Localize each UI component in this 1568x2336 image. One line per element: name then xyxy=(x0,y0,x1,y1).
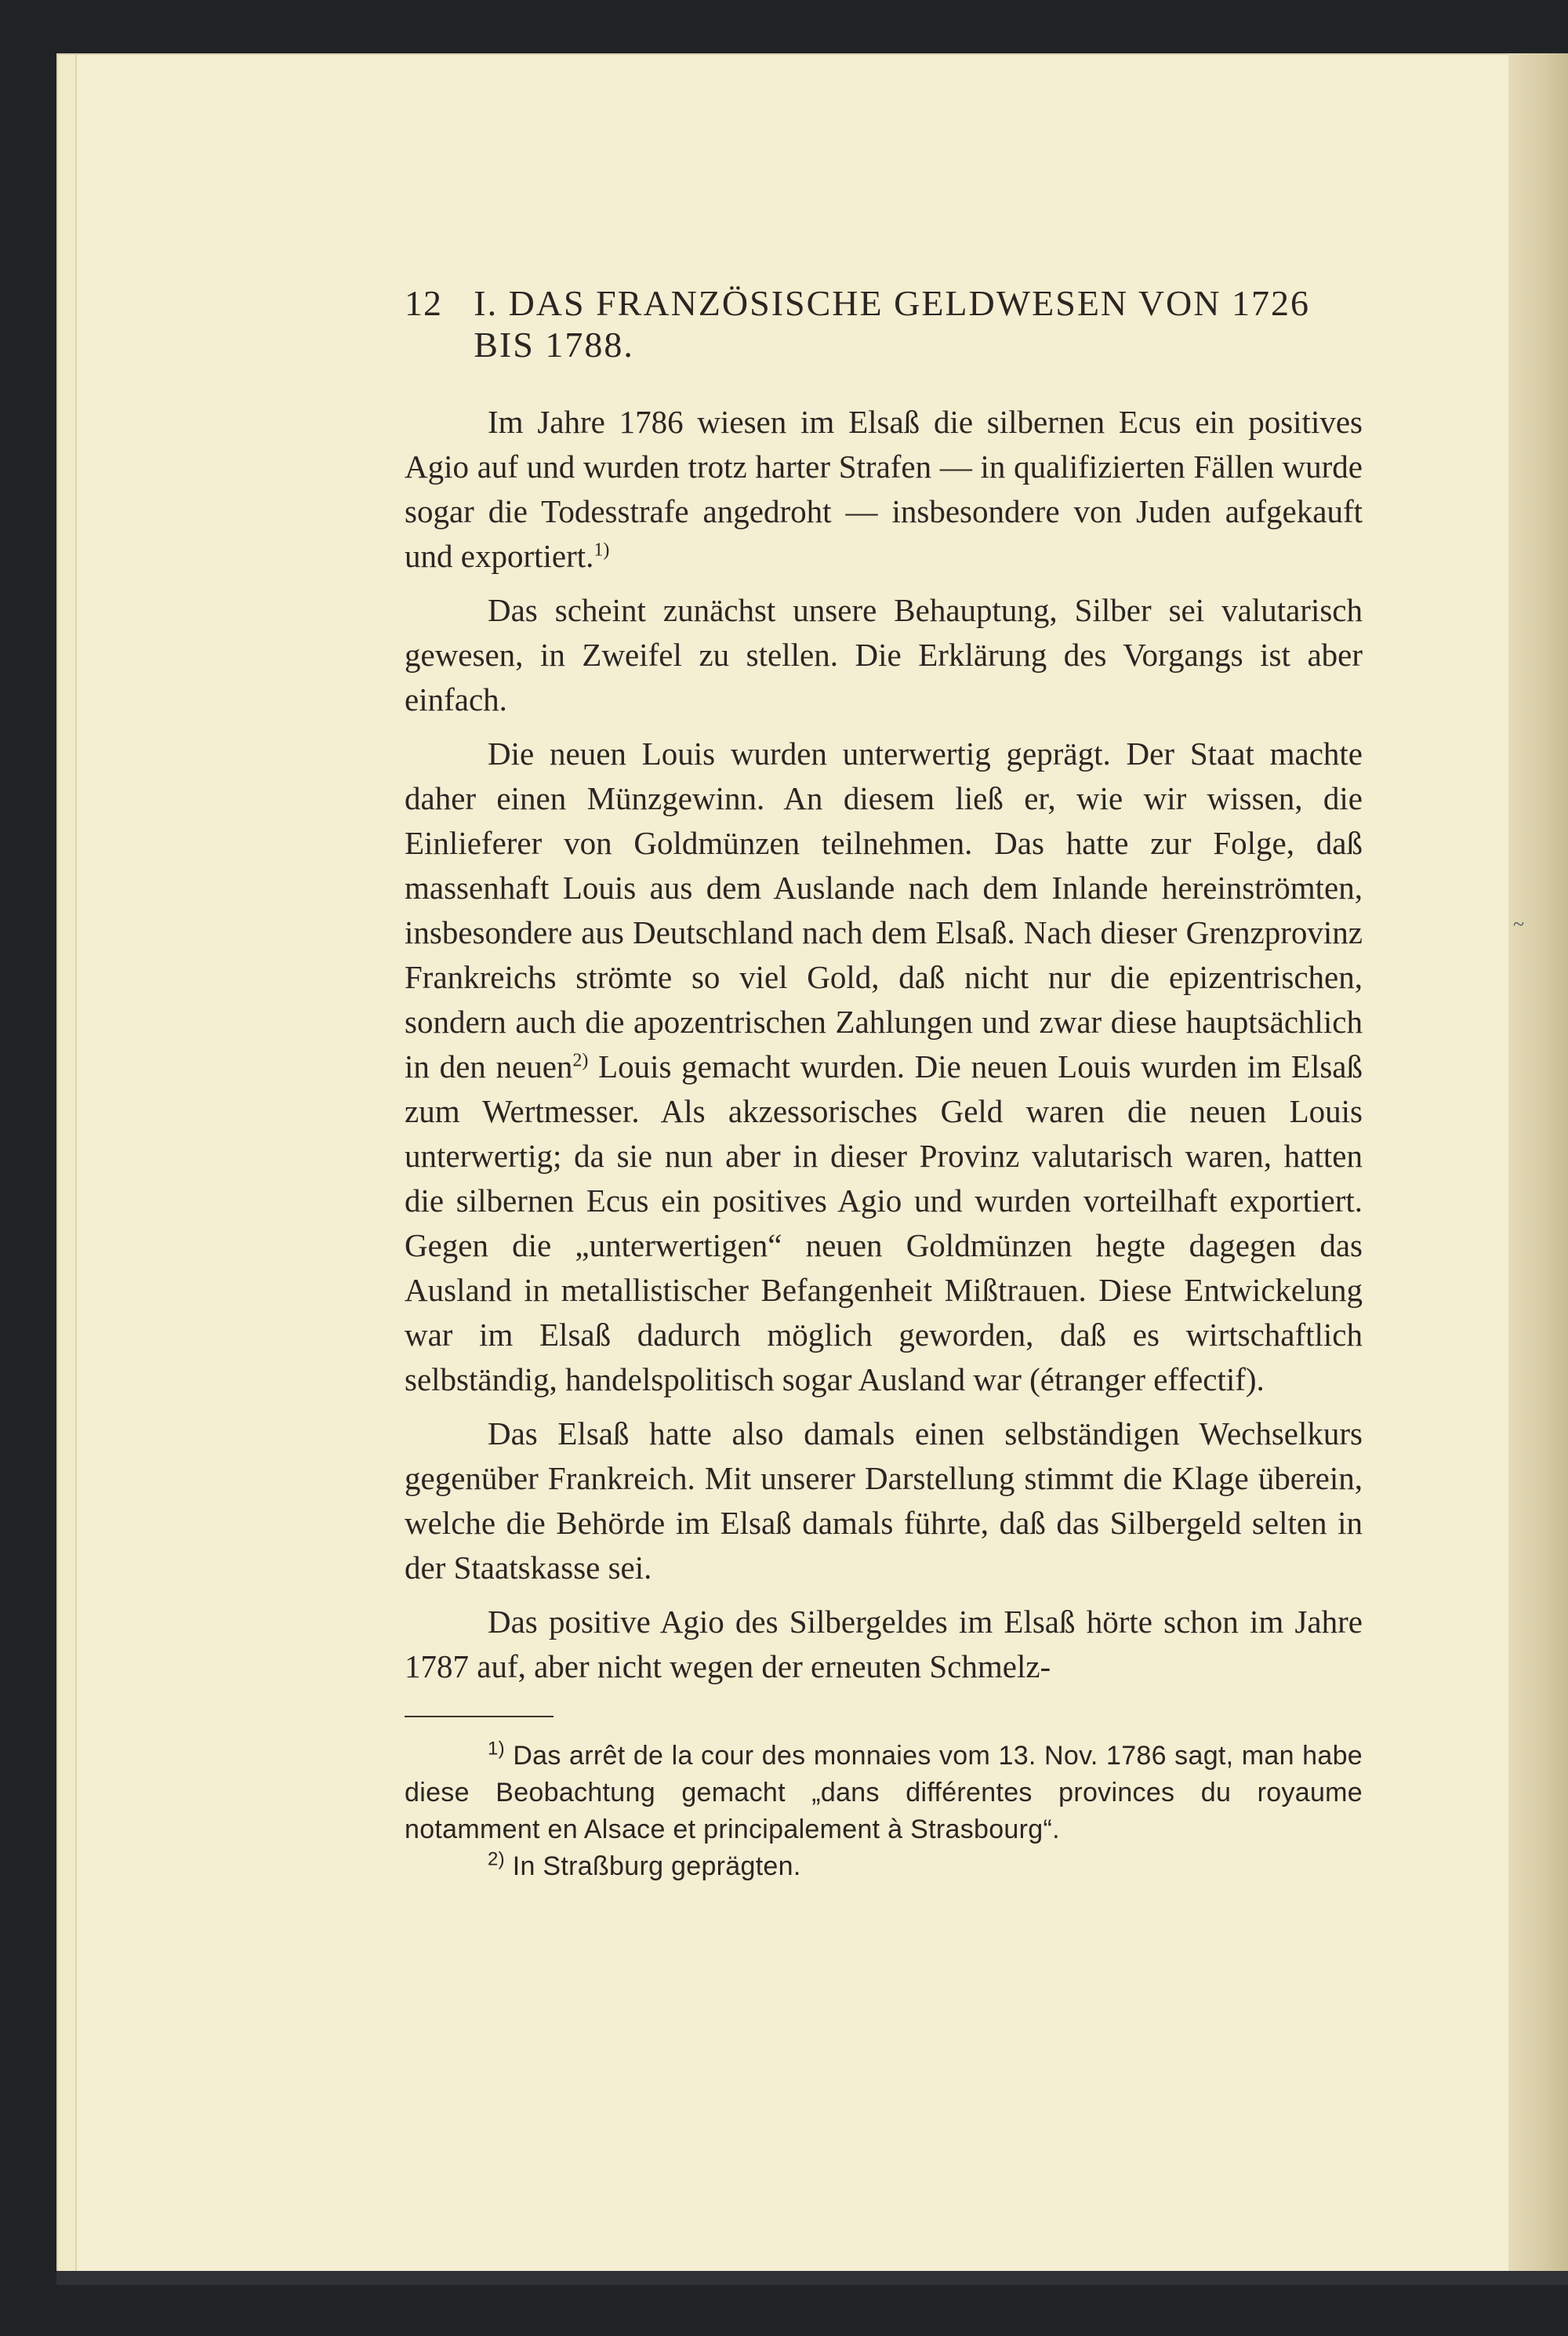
footnote-ref: 2) xyxy=(572,1050,589,1071)
paragraph-5 xyxy=(405,1600,1363,1689)
paragraph-text-continued: Louis gemacht wurden. Die neuen Louis wurden im Elsaß zum Wertmesser. Als akzessorisches Geld waren die neuen Louis unterwertig; da sie nun aber in dieser Provinz valutarisch waren, hatten die silbernen Ecus ein positives Agio und wurden vorteilhaft exportiert. Gegen die „unterwertigen“ neuen Goldmünzen hegte dagegen das Ausland in metallistischer Befangenheit Mißtrauen. Diese Entwickelung war im Elsaß dadurch möglich geworden, daß es wirtschaftlich selbständig, handelspolitisch sogar Ausland war (étranger effectif). xyxy=(405,1048,1363,1397)
footnote-text: In Straßburg geprägten. xyxy=(504,1851,801,1881)
page-number: 12 xyxy=(405,283,442,323)
footnote-text: Das arrêt de la cour des monnaies vom 13. Nov. 1786 sagt, man habe diese Beobachtung gemacht „dans différentes provinces du royaume notamment en Alsace et principalement à Strasbourg“. xyxy=(405,1741,1363,1844)
paragraph-1 xyxy=(405,400,1363,579)
page-edge-right xyxy=(1508,53,1568,2280)
paragraph-text: Im Jahre 1786 wiesen im Elsaß die silbernen Ecus ein positives Agio auf und wurden trotz harter Strafen — in qualifizierten Fällen wurde sogar die Todesstrafe angedroht — insbesondere von Juden aufgekauft und exportiert. xyxy=(405,404,1363,574)
scan-bottom-edge xyxy=(56,2271,1568,2285)
footnote-separator xyxy=(405,1716,554,1717)
paragraph-text: Das positive Agio des Silbergeldes im Elsaß hörte schon im Jahre 1787 auf, aber nicht wegen der erneuten Schmelz- xyxy=(405,1604,1363,1684)
paragraph-4 xyxy=(405,1411,1363,1590)
paragraph-text: Das scheint zunächst unsere Behauptung, Silber sei valutarisch gewesen, in Zweifel zu stellen. Die Erklärung des Vorgangs ist aber einfach. xyxy=(405,592,1363,718)
footnote-marker: 1) xyxy=(488,1738,505,1760)
paragraph-text: Das Elsaß hatte also damals einen selbständigen Wechselkurs gegenüber Frankreich. Mit unserer Darstellung stimmt die Klage überein, welche die Behörde im Elsaß damals führte, daß das Silbergeld selten in der Staatskasse sei. xyxy=(405,1415,1363,1586)
footnote-1 xyxy=(405,1738,1363,1848)
page-text-block xyxy=(405,282,1363,1885)
margin-mark: ~ xyxy=(1513,913,1525,935)
chapter-title: I. DAS FRANZÖSISCHE GELDWESEN VON 1726 BIS 1788. xyxy=(474,283,1310,365)
footnote-2 xyxy=(405,1848,1363,1885)
paragraph-2 xyxy=(405,588,1363,722)
footnote-marker: 2) xyxy=(488,1848,505,1870)
running-head xyxy=(405,282,1363,365)
footnote-ref: 1) xyxy=(593,539,610,561)
paragraph-text: Die neuen Louis wurden unterwertig geprägt. Der Staat machte daher einen Münzgewinn. An diesem ließ er, wie wir wissen, die Einlieferer von Goldmünzen teilnehmen. Das hatte zur Folge, daß massenhaft Louis aus dem Auslande nach dem Inlande hereinströmten, insbesondere aus Deutschland nach dem Elsaß. Nach dieser Grenzprovinz Frankreichs strömte so viel Gold, daß nicht nur die epizentrischen, sondern auch die apozentrischen Zahlungen und zwar diese hauptsächlich in den neuen xyxy=(405,736,1363,1084)
paragraph-3 xyxy=(405,732,1363,1402)
